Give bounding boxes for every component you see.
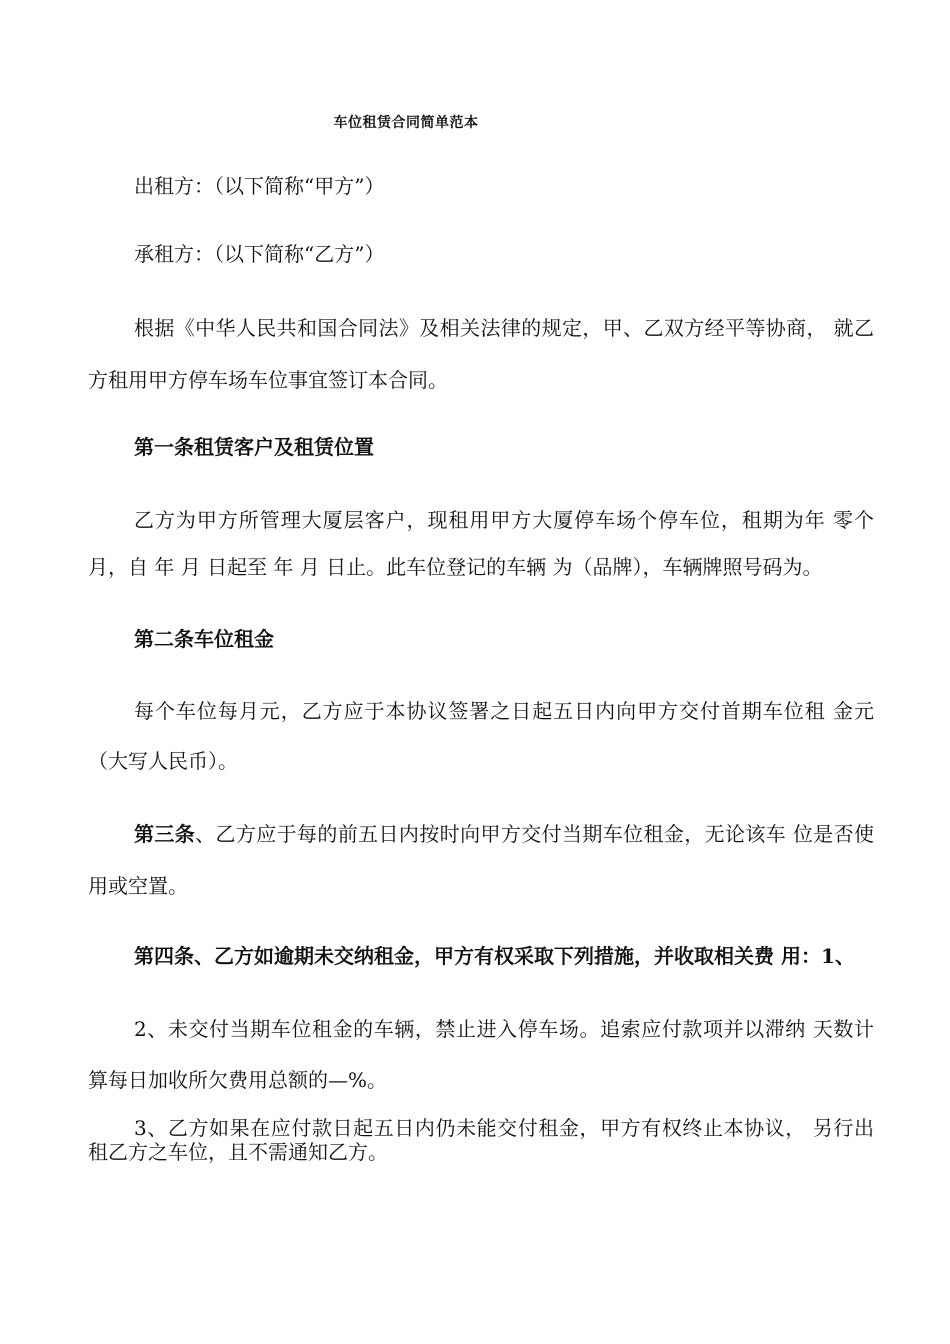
intro-line-2: 方租用甲方停车场车位事宜签订本合同。: [88, 368, 448, 392]
article2-line-1: 每个车位每月元，乙方应于本协议签署之日起五日内向甲方交付首期车位租 金元: [134, 699, 874, 723]
lessee-line: 承租方：（以下简称“乙方”）: [134, 242, 385, 266]
article3-heading: 第三条: [134, 822, 196, 846]
intro-line-1: 根据《中华人民共和国合同法》及相关法律的规定，甲、乙双方经平等协商， 就乙: [134, 316, 874, 340]
article4-item2-line-2: 算每日加收所欠费用总额的—%。: [88, 1068, 388, 1092]
article1-line-1: 乙方为甲方所管理大厦层客户，现租用甲方大厦停车场个停车位，租期为年 零个: [134, 508, 874, 532]
article2-heading: 第二条车位租金: [134, 627, 274, 651]
article1-heading: 第一条租赁客户及租赁位置: [134, 435, 374, 459]
document-title: 车位租赁合同简单范本: [333, 115, 479, 131]
lessor-line: 出租方：（以下简称“甲方”）: [134, 174, 385, 198]
article3-line-1: [134, 820, 874, 848]
article4-item2-line-1: 2、未交付当期车位租金的车辆，禁止进入停车场。追索应付款项并以滞纳 天数计: [134, 1017, 874, 1041]
article3-line-2: 用或空置。: [88, 874, 188, 898]
article4-item3-line-1: 3、乙方如果在应付款日起五日内仍未能交付租金，甲方有权终止本协议， 另行出: [134, 1116, 874, 1140]
article4-heading: 第四条、乙方如逾期未交纳租金，甲方有权采取下列措施，并收取相关费 用：1、: [134, 944, 855, 968]
article3-text: 、乙方应于每的前五日内按时向甲方交付当期车位租金，无论该车 位是否使: [195, 822, 875, 846]
article2-line-2: （大写人民币）。: [88, 749, 238, 773]
article4-item3-line-2: 租乙方之车位，且不需通知乙方。: [88, 1140, 388, 1164]
article1-line-2: 月，自 年 月 日起至 年 月 日止。此车位登记的车辆 为（品牌），车辆牌照号码为。: [88, 555, 823, 579]
